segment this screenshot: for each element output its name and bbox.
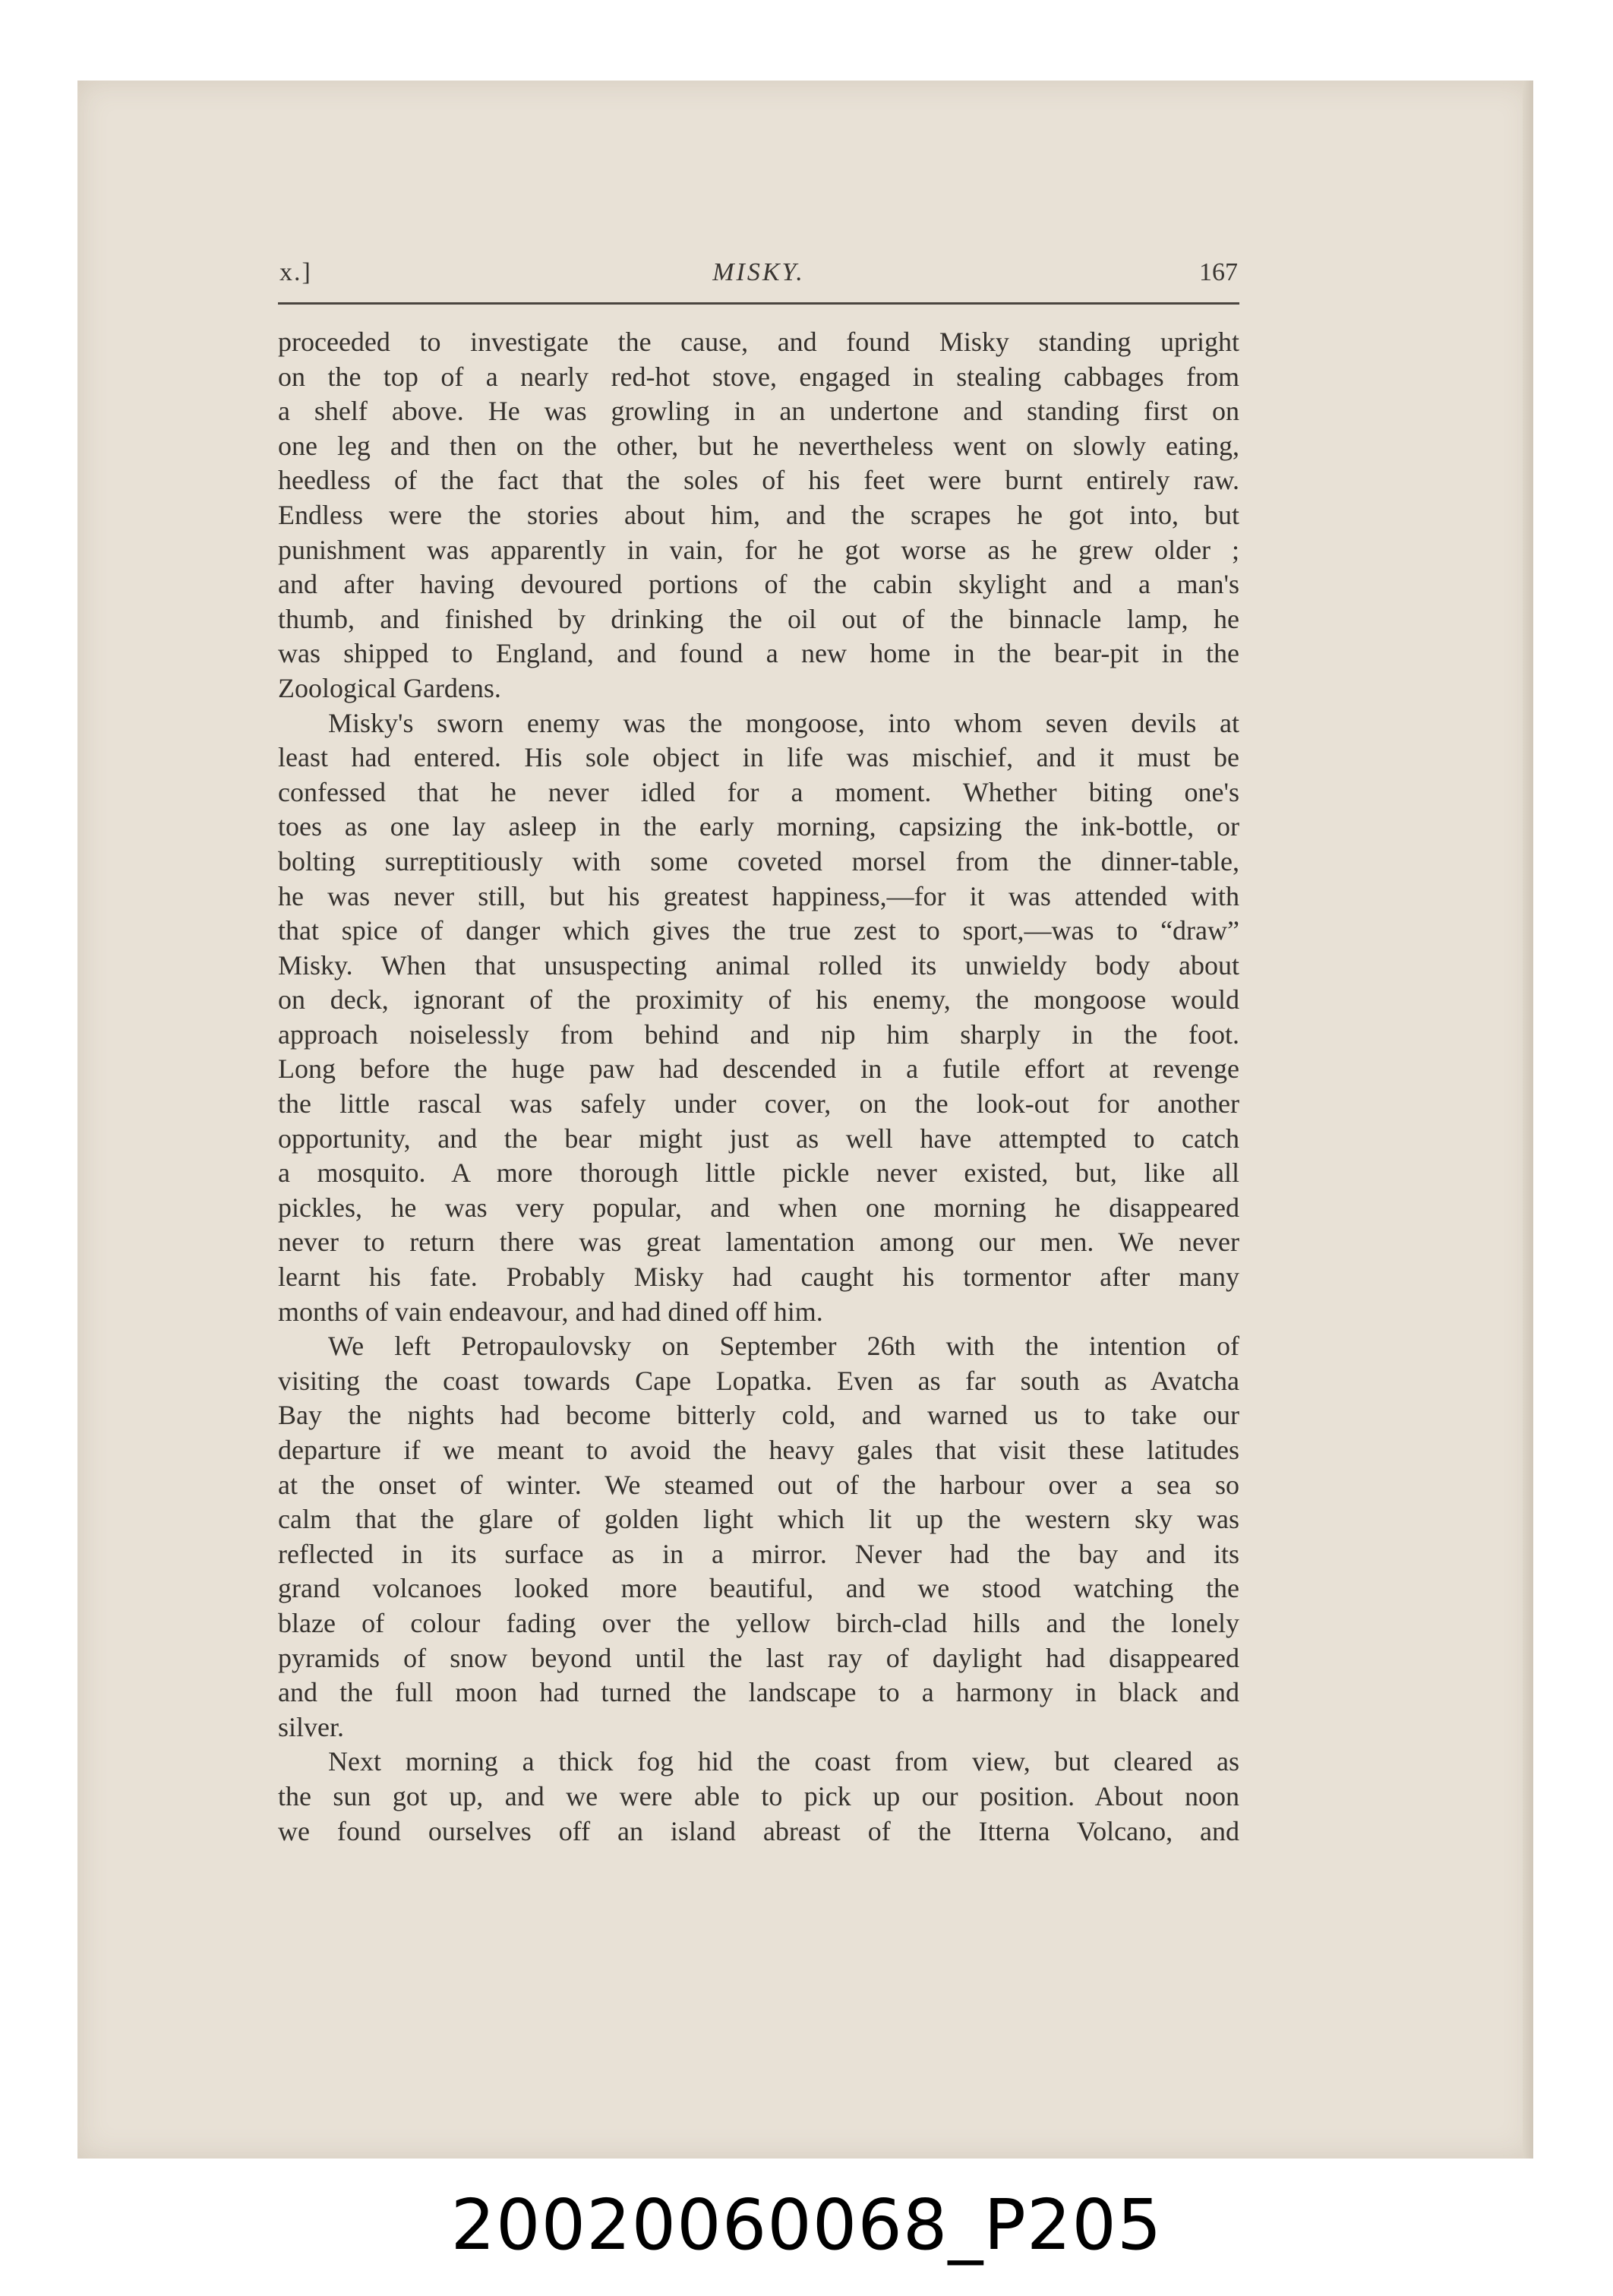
text-line: departure if we meant to avoid the heavy gales that visit these latitudes — [278, 1435, 1239, 1465]
text-line: approach noiselessly from behind and nip him sharply in the foot. — [278, 1019, 1239, 1050]
text-line: and after having devoured portions of the cabin skylight and a man's — [278, 569, 1239, 600]
text-line: least had entered. His sole object in life was mischief, and it must be — [278, 742, 1239, 773]
text-line: thumb, and finished by drinking the oil out of the binnacle lamp, he — [278, 603, 1239, 634]
text-line: months of vain endeavour, and had dined off him. — [278, 1296, 823, 1327]
text-line: bolting surreptitiously with some coveted morsel from the dinner-table, — [278, 845, 1239, 876]
page-number: 167 — [1199, 258, 1238, 286]
text-line: one leg and then on the other, but he nevertheless went on slowly eating, — [278, 430, 1239, 461]
text-line: toes as one lay asleep in the early morning, capsizing the ink-bottle, or — [278, 811, 1239, 842]
text-line: at the onset of winter. We steamed out of the harbour over a sea so — [278, 1469, 1239, 1500]
text-line: a shelf above. He was growling in an undertone and standing first on — [278, 396, 1239, 427]
text-line: pyramids of snow beyond until the last ray of daylight had disappeared — [278, 1642, 1239, 1673]
paragraph — [278, 325, 1239, 706]
text-line: on the top of a nearly red-hot stove, engaged in stealing cabbages from — [278, 361, 1239, 392]
page-edge — [1523, 81, 1533, 2159]
running-title: MISKY. — [712, 258, 805, 286]
text-line: calm that the glare of golden light which lit up the western sky was — [278, 1504, 1239, 1535]
body-text — [278, 325, 1239, 1849]
running-head — [279, 258, 1238, 296]
text-line: silver. — [278, 1711, 344, 1742]
text-line: punishment was apparently in vain, for he got worse as he grew older ; — [278, 534, 1239, 565]
text-line: the little rascal was safely under cover, on the look-out for another — [278, 1088, 1239, 1120]
text-line: proceeded to investigate the cause, and found Misky standing upright — [278, 327, 1239, 357]
paragraph — [278, 706, 1239, 1330]
text-line: visiting the coast towards Cape Lopatka. Even as far south as Avatcha — [278, 1365, 1239, 1396]
text-line: reflected in its surface as in a mirror. Never had the bay and its — [278, 1538, 1239, 1569]
text-line: learnt his fate. Probably Misky had caught his tormentor after many — [278, 1262, 1239, 1293]
paragraph — [278, 1745, 1239, 1849]
text-line: that spice of danger which gives the true zest to sport,—was to “draw” — [278, 915, 1239, 946]
text-line: opportunity, and the bear might just as well have attempted to catch — [278, 1123, 1239, 1154]
text-line: and the full moon had turned the landscape to a harmony in black and — [278, 1677, 1239, 1708]
text-line: Next morning a thick fog hid the coast from view, but cleared as — [328, 1746, 1239, 1777]
text-line: Zoological Gardens. — [278, 672, 501, 703]
text-line: he was never still, but his greatest happiness,—for it was attended with — [278, 880, 1239, 911]
text-line: never to return there was great lamentation among our men. We never — [278, 1227, 1239, 1258]
text-line: We left Petropaulovsky on September 26th with the intention of — [328, 1331, 1239, 1362]
text-line: Endless were the stories about him, and the scrapes he got into, but — [278, 499, 1239, 530]
text-line: Bay the nights had become bitterly cold, and warned us to take our — [278, 1400, 1239, 1431]
text-line: a mosquito. A more thorough little pickle never existed, but, like all — [278, 1157, 1239, 1189]
text-line: grand volcanoes looked more beautiful, and we stood watching the — [278, 1573, 1239, 1604]
text-line: heedless of the fact that the soles of his feet were burnt entirely raw. — [278, 465, 1239, 496]
header-rule — [278, 302, 1239, 305]
chapter-marker: x.] — [279, 258, 312, 286]
text-line: was shipped to England, and found a new home in the bear-pit in the — [278, 638, 1239, 669]
text-line: Misky's sworn enemy was the mongoose, into whom seven devils at — [328, 707, 1239, 738]
image-caption: 20020060068_P205 — [450, 2184, 1163, 2266]
text-line: we found ourselves off an island abreast of the Itterna Volcano, and — [278, 1815, 1239, 1846]
text-line: Misky. When that unsuspecting animal rolled its unwieldy body about — [278, 949, 1239, 981]
text-line: Long before the huge paw had descended in a futile effort at revenge — [278, 1053, 1239, 1085]
paragraph — [278, 1329, 1239, 1745]
text-line: pickles, he was very popular, and when one morning he disappeared — [278, 1192, 1239, 1223]
text-line: on deck, ignorant of the proximity of his enemy, the mongoose would — [278, 984, 1239, 1015]
text-line: confessed that he never idled for a moment. Whether biting one's — [278, 776, 1239, 807]
text-line: blaze of colour fading over the yellow birch-clad hills and the lonely — [278, 1607, 1239, 1638]
text-line: the sun got up, and we were able to pick up our position. About noon — [278, 1780, 1239, 1811]
